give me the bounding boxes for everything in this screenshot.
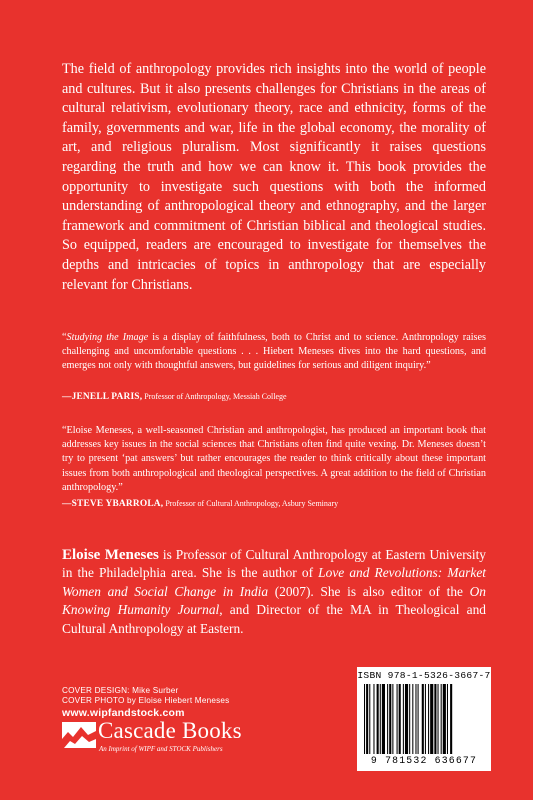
book-description: The field of anthropology provides rich insights into the world of people and cultures. But it also presents challenges for Christians in the areas of cultural relativism, evolutionary theory, race and ethnicity, forms of the family, governments and war, life in the global economy, the morality of art, and religious pluralism. Most significantly it raises questions regarding the truth and how we can know it. This book provides the opportunity to investigate such questions with both the informed understanding of anthropological theory and ethnography, and the larger framework and commitment of Christian biblical and theological studies. So equipped, readers are encouraged to investigate for themselves the depths and intricacies of topics in anthropology that are especially relevant for Christians. <box>62 61 486 293</box>
endorser-name: —STEVE YBARROLA, <box>62 499 164 509</box>
publisher-website: www.wipfandstock.com <box>62 707 185 719</box>
endorsement-text: is a display of faithfulness, both to Christ and to science. Anthropology raises challenging and uncomfortable questions . . . Hiebert Meneses dives into the hard questions, and emerges not only with thoughtful answers, but guidelines for serious and diligent inquiry.” <box>62 332 486 372</box>
cover-design-credit: COVER DESIGN: Mike Surber <box>62 686 179 695</box>
cover-credits <box>62 686 229 706</box>
quote-open-mark: “ <box>62 332 67 343</box>
journal-title-italic: On Knowing Humanity Journal <box>62 583 486 618</box>
cover-photo-credit: COVER PHOTO by Eloise Hiebert Meneses <box>62 696 230 705</box>
bio-text: (2007). She is also editor of the <box>268 583 470 599</box>
barcode-number: 9 781532 636677 <box>370 755 478 766</box>
endorser-name: —JENELL PARIS, <box>62 392 143 402</box>
book-title-italic: Studying the Image <box>66 332 149 343</box>
publisher-tagline: An Imprint of WIPF and STOCK Publishers <box>99 745 223 753</box>
endorser-role: Professor of Anthropology, Messiah College <box>142 392 287 401</box>
endorser-role: Professor of Cultural Anthropology, Asbury Seminary <box>163 499 339 508</box>
publisher-logo <box>62 720 262 756</box>
endorsement-quote: “Eloise Meneses, a well-seasoned Christian and anthropologist, has produced an important book that addresses key issues in the social sciences that Christians often find quite vexing. Dr. Meneses doesn’t try to present ‘pat answers’ but rather encourages the reader to think critically about these important issues from both anthropological and theological perspectives. A great addition to the field of Christian anthropology.” <box>62 425 486 493</box>
endorsement-attribution <box>62 498 486 510</box>
isbn-barcode <box>357 667 491 771</box>
endorsement-quote <box>62 331 486 374</box>
endorsement-attribution <box>62 391 486 403</box>
isbn-label: ISBN 978-1-5326-3667-7 <box>357 670 491 681</box>
barcode-bars-icon <box>364 684 484 754</box>
publisher-name: Cascade Books <box>98 718 242 743</box>
author-name: Eloise Meneses <box>62 547 159 563</box>
mountain-logo-icon <box>62 722 96 748</box>
author-bio <box>62 546 486 638</box>
book-title-italic: Love and Revolutions: Market Women and Social Change in India <box>62 565 486 599</box>
bio-text: is Professor of Cultural Anthropology at Eastern University in the Philadelphia area. She is the author of <box>62 547 487 581</box>
bio-text: , and Director of the MA in Theological and Cultural Anthropology at Eastern. <box>62 602 486 636</box>
